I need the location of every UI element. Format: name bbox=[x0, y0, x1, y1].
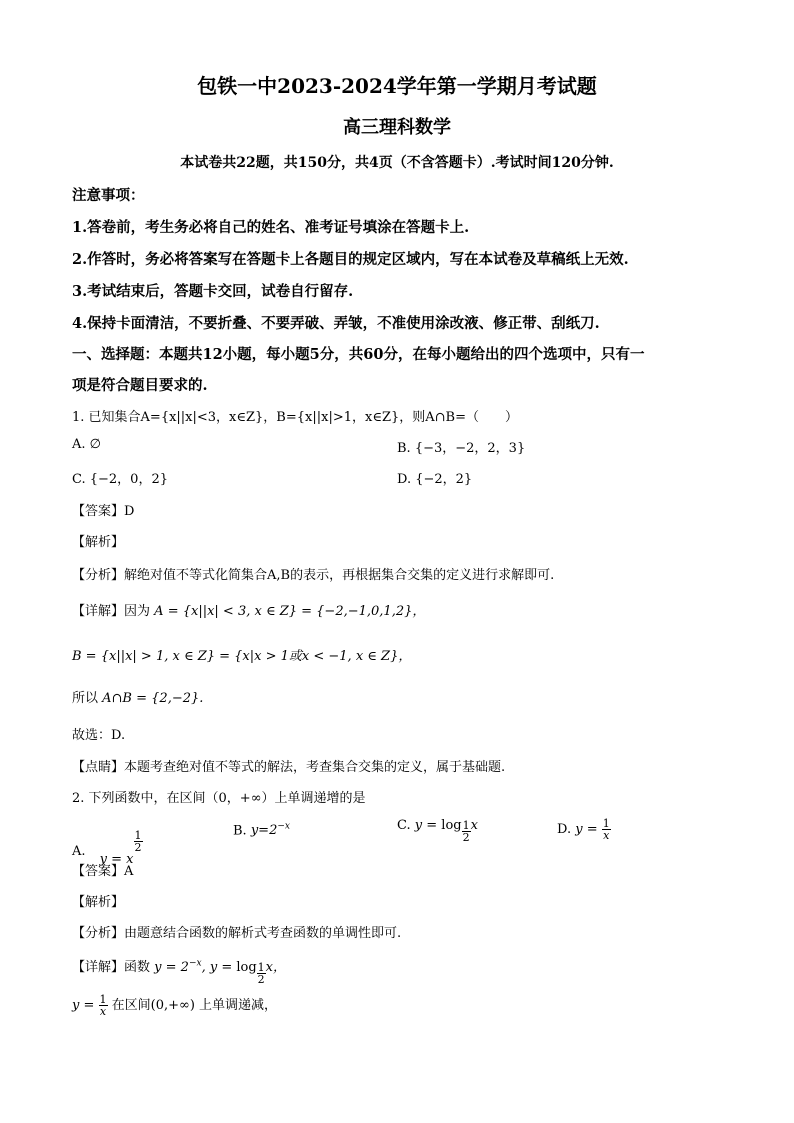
q2-detail-line-2 bbox=[72, 994, 277, 1017]
q1-detail-line-a bbox=[72, 600, 425, 619]
q1-stem: 1. 已知集合A={x||x|<3，x∈Z}，B={x||x|>1，x∈Z}，则A∩B=（ ） bbox=[72, 410, 518, 425]
intersection-expression: A∩B = {2,−2}. bbox=[102, 691, 204, 706]
exam-info: 本试卷共22题，共150分，共4页（不含答题卡）.考试时间120分钟. bbox=[180, 155, 614, 171]
q1-choice: 故选：D. bbox=[72, 728, 126, 743]
answer-value: D bbox=[124, 504, 135, 519]
q2-option-c-label: C. bbox=[397, 818, 411, 833]
q1-option-b: B. {−3，−2，2，3} bbox=[397, 441, 526, 456]
q2-option-d bbox=[557, 818, 611, 841]
q2-jiexi-tag: 【解析】 bbox=[72, 895, 125, 910]
q2-option-b bbox=[233, 822, 290, 838]
q2-detail bbox=[72, 956, 286, 985]
section-heading-line2: 项是符合题目要求的. bbox=[72, 377, 208, 394]
notes-item-2: 2.作答时，务必将答案写在答题卡上各题目的规定区域内，写在本试卷及草稿纸上无效. bbox=[72, 251, 629, 268]
analysis-tag: 【分析】 bbox=[72, 926, 125, 941]
q2-option-b-formula: $y=2^{-x}$ bbox=[250, 822, 290, 839]
detail-prefix: 因为 bbox=[124, 604, 151, 619]
detail-tag: 【详解】 bbox=[72, 960, 125, 975]
q2-reciprocal-formula: y = $\frac{1}{x}$ bbox=[72, 993, 107, 1018]
section-heading-line1: 一、选择题：本题共12小题，每小题5分，共60分，在每小题给出的四个选项中，只有一 bbox=[72, 346, 645, 363]
answer-value: A bbox=[124, 864, 134, 879]
q2-analysis bbox=[72, 922, 401, 941]
detail-c-prefix: 所以 bbox=[72, 691, 99, 706]
set-a-expression: A = {x||x| < 3, x ∈ Z} = {−2,−1,0,1,2}， bbox=[154, 604, 426, 619]
notes-item-3: 3.考试结束后，答题卡交回，试卷自行留存. bbox=[72, 283, 354, 300]
q2-option-a bbox=[72, 822, 143, 867]
q2-stem: 2. 下列函数中，在区间（0，+∞）上单调递增的是 bbox=[72, 791, 366, 806]
notes-heading: 注意事项： bbox=[72, 187, 145, 204]
q2-answer bbox=[72, 860, 133, 879]
answer-tag: 【答案】 bbox=[72, 504, 125, 519]
q1-detail-line-c bbox=[72, 687, 203, 706]
q2-decreasing-text: 在区间(0,+∞) 上单调递减， bbox=[111, 998, 278, 1013]
notes-item-4: 4.保持卡面清洁，不要折叠、不要弄破、弄皱，不准使用涂改液、修正带、刮纸刀. bbox=[72, 315, 600, 332]
detail-tag: 【详解】 bbox=[72, 604, 125, 619]
q2-option-c bbox=[397, 818, 478, 843]
remark-text: 本题考查绝对值不等式的解法，考查集合交集的定义，属于基础题. bbox=[124, 760, 506, 775]
q1-answer bbox=[72, 500, 134, 519]
q1-option-a: A. ∅ bbox=[72, 437, 101, 452]
q2-option-c-formula: y = log $_{\frac{1}{2}}$ x bbox=[414, 818, 478, 844]
q2-detail-formulas: $y = 2^{-x}$, y = log $_{\frac{1}{2}}$ x， bbox=[154, 958, 287, 986]
remark-tag: 【点睛】 bbox=[72, 760, 125, 775]
q1-detail-line-b bbox=[72, 645, 411, 664]
q2-option-d-formula: y = $\frac{1}{x}$ bbox=[575, 817, 610, 842]
q2-option-a-formula: y = x $^{\frac{1}{2}}$ bbox=[99, 829, 142, 867]
exam-title: 包铁一中2023-2024学年第一学期月考试题 bbox=[197, 74, 597, 98]
q1-option-d: D. {−2，2} bbox=[397, 472, 473, 487]
q1-remark bbox=[72, 756, 505, 775]
q1-jiexi-tag: 【解析】 bbox=[72, 535, 125, 550]
q2-option-b-label: B. bbox=[233, 823, 247, 839]
notes-item-1: 1.答卷前，考生务必将自己的姓名、准考证号填涂在答题卡上. bbox=[72, 219, 470, 236]
q1-analysis bbox=[72, 564, 554, 583]
analysis-text: 解绝对值不等式化简集合A,B的表示，再根据集合交集的定义进行求解即可. bbox=[124, 568, 555, 583]
set-b-expression: B = {x||x| > 1, x ∈ Z} = {x|x > 1或x < −1, x ∈ Z}， bbox=[72, 649, 412, 664]
analysis-tag: 【分析】 bbox=[72, 568, 125, 583]
detail-prefix: 函数 bbox=[124, 960, 151, 975]
q2-option-d-label: D. bbox=[557, 822, 572, 837]
exam-subtitle: 高三理科数学 bbox=[343, 117, 451, 138]
analysis-text: 由题意结合函数的解析式考查函数的单调性即可. bbox=[124, 926, 402, 941]
answer-tag: 【答案】 bbox=[72, 864, 125, 879]
q1-option-c: C. {−2，0，2} bbox=[72, 472, 168, 487]
q2-option-a-label: A. bbox=[72, 844, 86, 859]
